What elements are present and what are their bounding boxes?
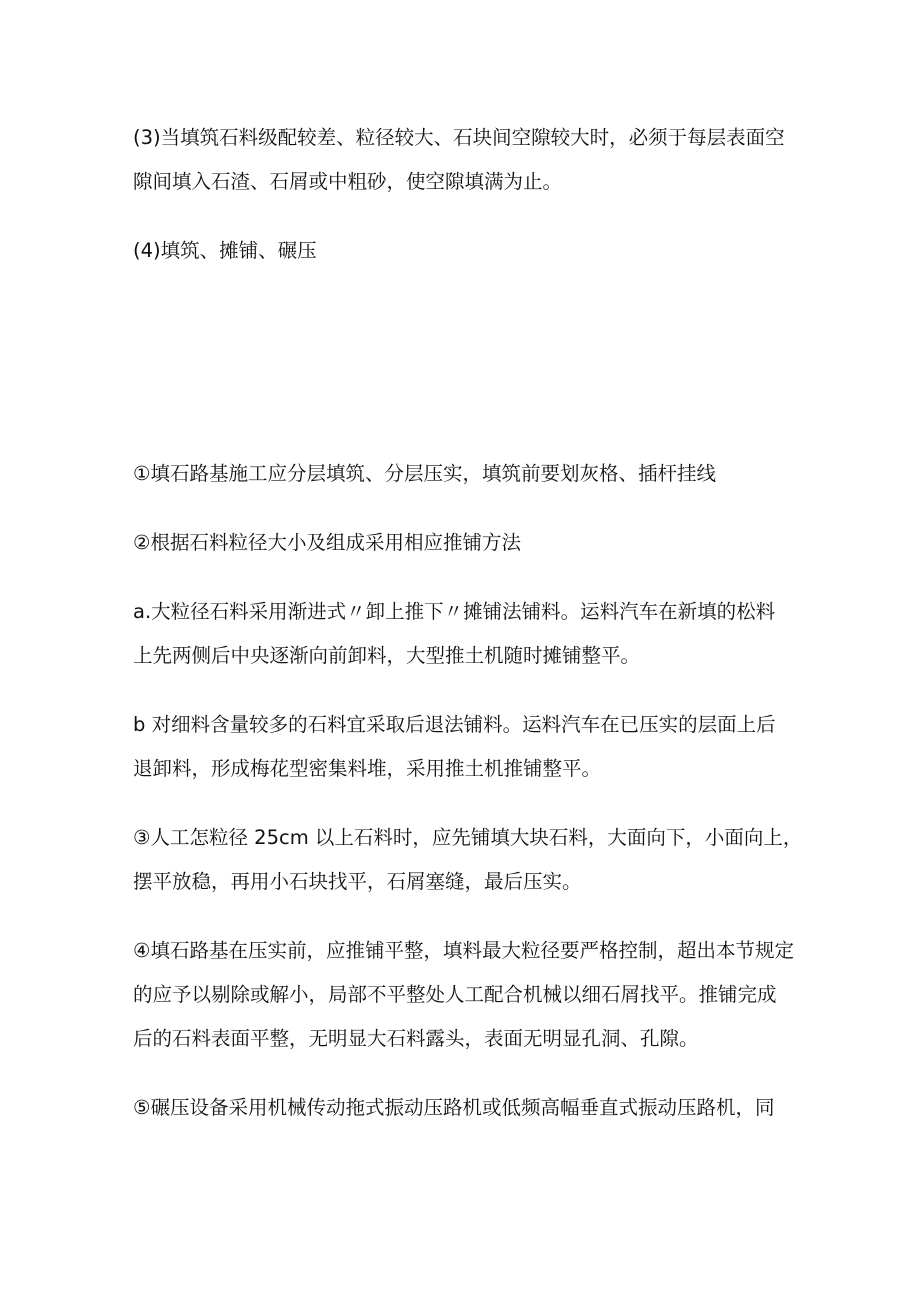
text-line: ③人工怎粒径 25cm 以上石料时，应先铺填大块石料，大面向下，小面向上， (133, 826, 803, 849)
text-line: ④填石路基在压实前，应推铺平整，填料最大粒径要严格控制，超出本节规定 (133, 939, 794, 962)
paragraph-item-b (133, 703, 793, 791)
paragraph-item-2 (133, 521, 793, 565)
text-line: a.大粒径石料采用渐进式〃卸上推下〃摊铺法铺料。运料汽车在新填的松料 (133, 600, 776, 623)
text-line: 摆平放稳，再用小石块找平，石屑塞缝，最后压实。 (133, 870, 582, 893)
text-line: ①填石路基施工应分层填筑、分层压实，填筑前要划灰格、插杆挂线 (133, 462, 716, 485)
text-line: ⑤碾压设备采用机械传动拖式振动压路机或低频高幅垂直式振动压路机，同 (133, 1096, 775, 1119)
paragraph-item-4 (133, 929, 793, 1061)
blank-spacer (133, 298, 793, 452)
text-line: 隙间填入石渣、石屑或中粗砂，使空隙填满为止。 (133, 170, 563, 193)
text-line: 退卸料，形成梅花型密集料堆，采用推土机推铺整平。 (133, 757, 602, 780)
text-line: 上先两侧后中央逐渐向前卸料，大型推土机随时摊铺整平。 (133, 644, 641, 667)
text-line: (3)当填筑石料级配较差、粒径较大、石块间空隙较大时，必须于每层表面空 (133, 126, 785, 149)
paragraph-3-filling-voids (133, 116, 793, 204)
text-line: 后的石料表面平整，无明显大石料露头，表面无明显孔洞、孔隙。 (133, 1027, 699, 1050)
document-body (133, 116, 803, 1155)
text-line: (4)填筑、摊铺、碾压 (133, 239, 317, 262)
text-line: 的应予以剔除或解小，局部不平整处人工配合机械以细石屑找平。推铺完成 (133, 983, 777, 1006)
paragraph-item-a (133, 590, 793, 678)
text-line: ②根据石料粒径大小及组成采用相应推铺方法 (133, 531, 521, 554)
text-line: b 对细料含量较多的石料宜采取后退法铺料。运料汽车在已压实的层面上后 (133, 713, 776, 736)
paragraph-4-heading (133, 229, 793, 273)
paragraph-item-3 (133, 816, 803, 904)
paragraph-item-5 (133, 1086, 793, 1130)
paragraph-item-1 (133, 452, 793, 496)
